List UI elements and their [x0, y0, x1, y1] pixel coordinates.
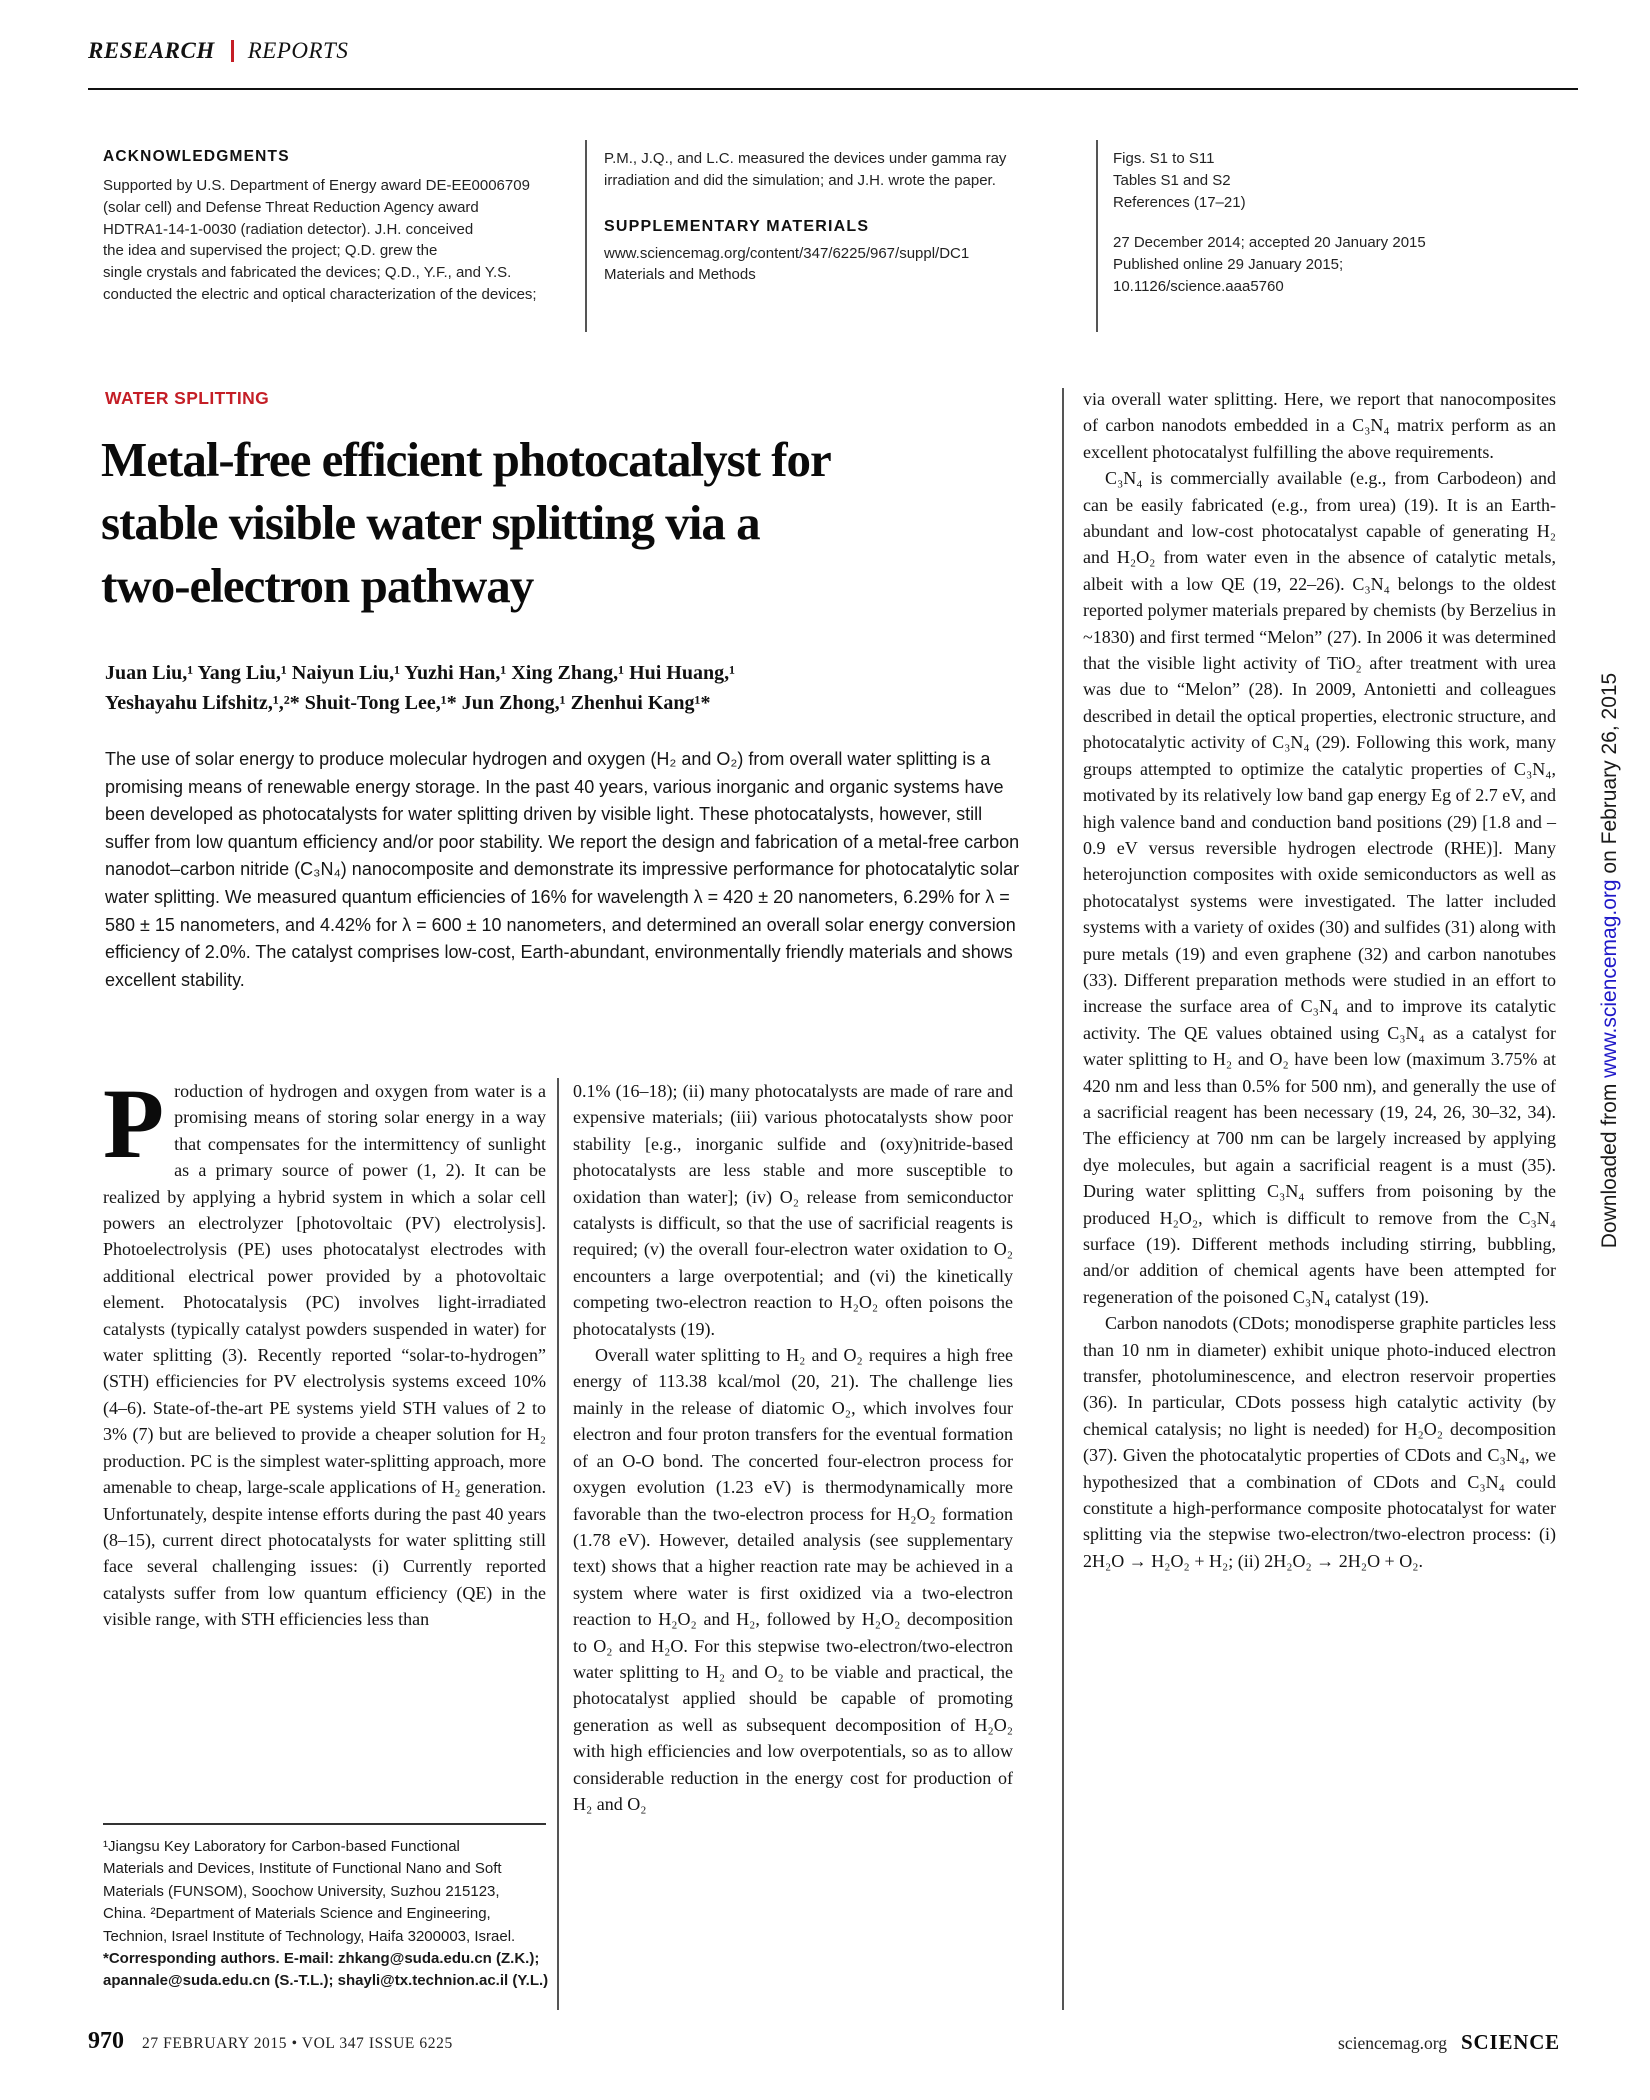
column-rule [585, 140, 587, 332]
text-line: Materials (FUNSOM), Soochow University, Suzhou 215123, [103, 1882, 500, 1900]
body-column-3 [1083, 386, 1556, 1574]
text-line: Technion, Israel Institute of Technology, Haifa 3200003, Israel. [103, 1927, 516, 1945]
watermark-suffix: on February 26, 2015 [1598, 672, 1621, 880]
text-line: Materials and Devices, Institute of Functional Nano and Soft [103, 1860, 502, 1878]
masthead-subsection: REPORTS [247, 38, 349, 63]
article-authors [105, 658, 1065, 718]
text-line: (solar cell) and Defense Threat Reduction Agency award [103, 198, 479, 216]
supplementary-figures-list [1113, 148, 1563, 213]
column-rule [557, 1078, 559, 2010]
text-line: single crystals and fabricated the devices; Q.D., Y.F., and Y.S. [103, 264, 512, 282]
text-line: two-electron pathway [101, 558, 534, 613]
download-watermark [1598, 473, 1628, 1448]
header-rule [88, 88, 1578, 90]
text-line: Metal-free efficient photocatalyst for [101, 432, 831, 487]
acknowledgments-heading: ACKNOWLEDGMENTS [103, 148, 290, 165]
footnote-affiliations [103, 1836, 551, 1948]
supplementary-list-column [1113, 148, 1563, 298]
text-line: the idea and supervised the project; Q.D. grew the [103, 242, 438, 260]
text-line: stable visible water splitting via a [101, 495, 760, 550]
text-line: ¹Jiangsu Key Laboratory for Carbon-based Functional [103, 1838, 460, 1855]
author-contributions-text [604, 148, 1066, 192]
masthead-section: RESEARCH [88, 38, 215, 63]
text-line: 10.1126/science.aaa5760 [1113, 277, 1284, 295]
contributions-column [604, 148, 1066, 286]
masthead-divider-bar [231, 40, 234, 62]
masthead [88, 38, 348, 64]
article-abstract: The use of solar energy to produce molecular hydrogen and oxygen (H₂ and O₂) from overall water splitting is a promising means of renewable energy storage. In the past 40 years, various inorganic and organic systems have been developed as photocatalysts for water splitting driven by visible light. These photocatalysts, however, still suffer from low quantum efficiency and/or poor stability. We report the design and fabrication of a metal-free carbon nanodot–carbon nitride (C₃N₄) nanocomposite and demonstrate its impressive performance for photocatalytic solar water splitting. We measured quantum efficiencies of 16% for wavelength λ = 420 ± 20 nanometers, 6.29% for λ = 580 ± 15 nanometers, and 4.42% for λ = 600 ± 10 nanometers, and determined an overall solar energy conversion efficiency of 2.0%. The catalyst comprises low-cost, Earth-abundant, environmentally friendly materials and shows excellent stability. [105, 749, 1020, 990]
body-paragraph: roduction of hydrogen and oxygen from water is a promising means of storing solar energy in a way that compensates for the intermittency of sunlight as a primary source of power (1, 2). It can be realized by applying a hybrid system in which a solar cell powers an electrolyzer [photovoltaic (PV) electrolysis]. Photoelectrolysis (PE) uses photocatalyst electrodes with additional electrical power provided by a photovoltaic element. Photocatalysis (PC) involves light-irradiated catalysts (typically catalyst powders suspended in water) for water splitting (3). Recently reported “solar-to-hydrogen” (STH) efficiencies for PV electrolysis systems exceed 10% (4–6). State-of-the-art PE systems yield STH values of 2 to 3% (7) but are believed to provide a cheaper solution for H₂ production. PC is the simplest water-splitting approach, more amenable to cheap, large-scale applications of H₂ generation. Unfortunately, despite intense efforts during the past 40 years (8–15), current direct photocatalysts for water splitting still face several challenging issues: (i) Currently reported catalysts suffer from low quantum efficiency (QE) in the visible range, with STH efficiencies less than [103, 1081, 546, 1630]
body-paragraph: C₃N₄ is commercially available (e.g., from Carbodeon) and can be easily fabricated (e.g., from urea) (19). It is an Earth-abundant and low-cost photocatalyst capable of generating H₂ and H₂O₂ from water even in the absence of catalytic metals, albeit with a low QE (19, 22–26). C₃N₄ belongs to the oldest reported polymer materials prepared by chemists (by Berzelius in ~1830) and first termed “Melon” (27). In 2006 it was determined that the visible light activity of TiO₂ after treatment with urea was due to “Melon” (28). In 2009, Antonietti and colleagues described in detail the optical properties, electronic structure, and photocatalytic activity of C₃N₄ (29). Following this work, many groups attempted to optimize the catalytic properties of C₃N₄, motivated by its relatively low band gap energy Eg of 2.7 eV, and high valence band and conduction band positions (29) [1.8 and –0.9 eV versus reversible hydrogen electrode (RHE)]. Many heterojunction composites with oxide semiconductors as well as photocatalyst systems were investigated. The latter included systems with a variety of oxides (30) and sulfides (31) along with pure metals (19) and even graphene (32) and carbon nanotubes (33). Different preparation methods were studied in an effort to increase the surface area of C₃N₄ and to improve its catalytic activity. The QE values obtained using C₃N₄ as a catalyst for water splitting to H₂ and O₂ have been low (maximum 3.75% at 420 nm and less than 0.5% for 500 nm), and generally the use of a sacrificial reagent has been necessary (19, 24, 26, 30–32, 34). The efficiency at 700 nm can be largely increased by applying dye molecules, but again a sacrificial reagent is a must (35). During water splitting C₃N₄ suffers from poisoning by the produced H₂O₂, which is difficult to remove from the C₃N₄ surface (19). Different methods including stirring, bubbling, and/or addition of chemical agents have been attempted for regeneration of the poisoned C₃N₄ catalyst (19). [1083, 468, 1556, 1307]
supplementary-materials-line: Materials and Methods [604, 266, 756, 284]
article-kicker: WATER SPLITTING [105, 388, 270, 408]
text-line: China. ²Department of Materials Science and Engineering, [103, 1905, 491, 1923]
issue-info: 27 FEBRUARY 2015 • VOL 347 ISSUE 6225 [142, 2035, 453, 2052]
footnote-correspondence[interactable] [103, 1948, 551, 1993]
text-line: P.M., J.Q., and L.C. measured the devices under gamma ray [604, 150, 1007, 167]
text-line: apannale@suda.edu.cn (S.-T.L.); shayli@tx.technion.ac.il (Y.L.) [103, 1972, 549, 1990]
body-paragraph: 0.1% (16–18); (ii) many photocatalysts are made of rare and expensive materials; (iii) various photocatalysts show poor stability [e.g., inorganic sulfide and (oxy)nitride-based photocatalysts are less stable and more susceptible to oxidation than water]; (iv) O₂ release from semiconductor catalysts is difficult, so that the use of sacrificial reagents is required; (v) the overall four-electron water oxidation to O₂ encounters a large overpotential; and (vi) the kinetically competing two-electron reaction to H₂O₂ often poisons the photocatalysts (19). [573, 1081, 1013, 1339]
footnote [103, 1836, 551, 1993]
text-line: Published online 29 January 2015; [1113, 256, 1344, 274]
text-line: HDTRA1-14-1-0030 (radiation detector). J.H. conceived [103, 220, 474, 238]
text-line: Yeshayahu Lifshitz,¹,²* Shuit-Tong Lee,¹* Jun Zhong,¹ Zhenhui Kang¹* [105, 692, 711, 714]
text-line: Figs. S1 to S11 [1113, 150, 1215, 167]
body-paragraph: Overall water splitting to H₂ and O₂ requires a high free energy of 113.38 kcal/mol (20, 21). The challenge lies mainly in the release of diatomic O₂, which involves four electron and four proton transfers for the eventual formation of an O-O bond. The concerted four-electron process for oxygen evolution (1.23 eV) is thermodynamically more favorable than the two-electron process for H₂O₂ formation (1.78 eV). However, detailed analysis (see supplementary text) shows that a higher reaction rate may be achieved in a system where water is first oxidized via a two-electron reaction to H₂O₂ and H₂, followed by H₂O₂ decomposition to O₂ and H₂O. For this stepwise two-electron/two-electron water splitting to H₂ and O₂ to be viable and practical, the photocatalyst applied should be capable of promoting generation as well as subsequent decomposition of H₂O₂ with high efficiencies and low overpotentials, so as to allow considerable reduction in the energy cost for production of H₂ and O₂ [573, 1345, 1013, 1814]
page-number: 970 [88, 2028, 124, 2054]
text-line: References (17–21) [1113, 193, 1246, 211]
body-paragraph: via overall water splitting. Here, we report that nanocomposites of carbon nanodots embedded in a C₃N₄ matrix perform as an excellent photocatalyst fulfilling the above requirements. [1083, 389, 1556, 462]
footnote-rule [103, 1823, 546, 1825]
supplementary-materials-heading: SUPPLEMENTARY MATERIALS [604, 217, 870, 235]
text-line: *Corresponding authors. E-mail: zhkang@suda.edu.cn (Z.K.); [103, 1950, 540, 1968]
text-line: irradiation and did the simulation; and J.H. wrote the paper. [604, 171, 996, 189]
article-title [101, 428, 1081, 617]
drop-cap: P [103, 1068, 165, 1179]
column-rule [1096, 140, 1098, 332]
text-line: Supported by U.S. Department of Energy award DE-EE0006709 [103, 177, 530, 194]
acknowledgments-text [103, 175, 558, 306]
footer-right [1338, 2030, 1560, 2055]
watermark-link[interactable]: www.sciencemag.org [1598, 879, 1621, 1078]
submission-dates [1113, 232, 1563, 297]
footer-journal-name: SCIENCE [1461, 2030, 1560, 2054]
text-line: Tables S1 and S2 [1113, 171, 1231, 189]
column-rule [1062, 388, 1064, 2010]
footer-site-link[interactable]: sciencemag.org [1338, 2033, 1448, 2053]
body-column-1 [103, 1068, 546, 1633]
watermark-prefix: Downloaded from [1598, 1077, 1621, 1249]
text-line: Juan Liu,¹ Yang Liu,¹ Naiyun Liu,¹ Yuzhi Han,¹ Xing Zhang,¹ Hui Huang,¹ [105, 662, 736, 684]
supplementary-materials-url[interactable]: www.sciencemag.org/content/347/6225/967/suppl/DC1 [604, 244, 970, 262]
text-line: conducted the electric and optical characterization of the devices; [103, 285, 537, 303]
acknowledgments-column [103, 148, 558, 306]
body-column-2 [573, 1078, 1013, 1817]
body-paragraph: Carbon nanodots (CDots; monodisperse graphite particles less than 10 nm in diameter) exhibit unique photo-induced electron transfer, photoluminescence, and electron reservoir properties (36). In particular, CDots possess high catalytic activity (by chemical catalysis; no light is needed) for H₂O₂ decomposition (37). Given the photocatalytic properties of CDots and C₃N₄, we hypothesized that a combination of CDots and C₃N₄ could constitute a high-performance composite photocatalyst for water splitting via the stepwise two-electron/two-electron process: (i) 2H₂O → H₂O₂ + H₂; (ii) 2H₂O₂ → 2H₂O + O₂. [1083, 1313, 1556, 1571]
text-line: 27 December 2014; accepted 20 January 2015 [1113, 234, 1426, 252]
